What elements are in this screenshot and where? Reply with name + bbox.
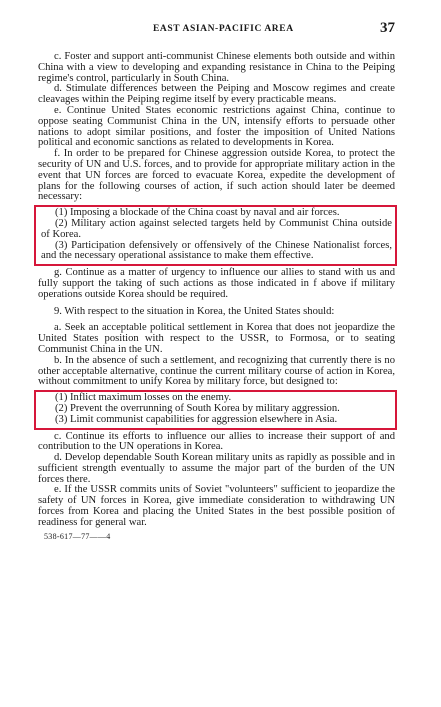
item-9-heading: 9. With respect to the situation in Korea, the United States should: [54, 305, 335, 317]
box-item-limit-capabilities: (3) Limit communist capabilities for aggression elsewhere in Asia. [55, 413, 338, 425]
paragraph-g: g. Continue as a matter of urgency to influence our allies to stand with us and fully support the taking of such actions as those indicated in f above if military operations outside Korea should be required. [38, 267, 395, 300]
highlight-box-korea-objectives [34, 390, 397, 429]
box-item-blockade: (1) Imposing a blockade of the China coast by naval and air forces. [55, 207, 340, 219]
box-item-military-action: (2) Military action against selected targets held by Communist China outside of Korea. [41, 217, 392, 240]
paragraph-korea-c: c. Continue its efforts to influence our allies to increase their support of and contribution to the UN operations in Korea. [38, 430, 395, 453]
paragraph-e: e. Continue United States economic restrictions against China, continue to oppose seating Communist China in the UN, intensify efforts to persuade other nations to adopt similar positions, and foster the imposition of United Nations political and economic sanctions as related to developments in Korea. [38, 104, 395, 149]
paragraph-d: d. Stimulate differences between the Peiping and Moscow regimes and create cleavages within the Peiping regime itself by every practicable means. [38, 83, 395, 106]
paragraph-korea-a: a. Seek an acceptable political settlement in Korea that does not jeopardize the United States position with respect to the USSR, to Formosa, or to seating Communist China in the UN. [38, 322, 395, 355]
box-item-prevent-overrunning: (2) Prevent the overrunning of South Korea by military aggression. [55, 402, 340, 414]
highlight-box-china-actions [34, 205, 397, 266]
paragraph-korea-b: b. In the absence of such a settlement, and recognizing that currently there is no other acceptable alternative, continue the current military course of action in Korea, without commitment to unify Korea by military force, but designed to: [38, 354, 395, 388]
paragraph-f: f. In order to be prepared for Chinese aggression outside Korea, to protect the security of UN and U.S. forces, and to provide for appropriate military action in the event that UN forces are forced to evacuate Korea, expedite the development of plans for the following courses of action, if such action should later be deemed necessary: [38, 148, 395, 203]
page-header [38, 20, 395, 38]
paragraph-c: c. Foster and support anti-communist Chinese elements both outside and within China with a view to developing and expanding resistance in China to the Peiping regime's control, particularly in South China. [38, 51, 395, 84]
paragraph-korea-e: e. If the USSR commits units of Soviet "volunteers" sufficient to jeopardize the safety of UN forces in Korea, give immediate consideration to withdrawing UN forces from Korea and placing the United States in the best possible position of readiness for general war. [38, 484, 395, 528]
box-item-nationalist-forces: (3) Participation defensively or offensively of the Chinese Nationalist forces, and the necessary operational assistance to make them effective. [41, 239, 392, 262]
running-head: EAST ASIAN-PACIFIC AREA [153, 24, 294, 34]
box-item-inflict-losses: (1) Inflict maximum losses on the enemy. [55, 392, 232, 404]
paragraph-korea-d: d. Develop dependable South Korean military units as rapidly as possible and in sufficient strength eventually to assume the major part of the burden of the UN forces there. [38, 452, 395, 485]
page-number: 37 [380, 20, 395, 36]
printer-signature-mark: 538-617—77——4 [44, 531, 111, 541]
